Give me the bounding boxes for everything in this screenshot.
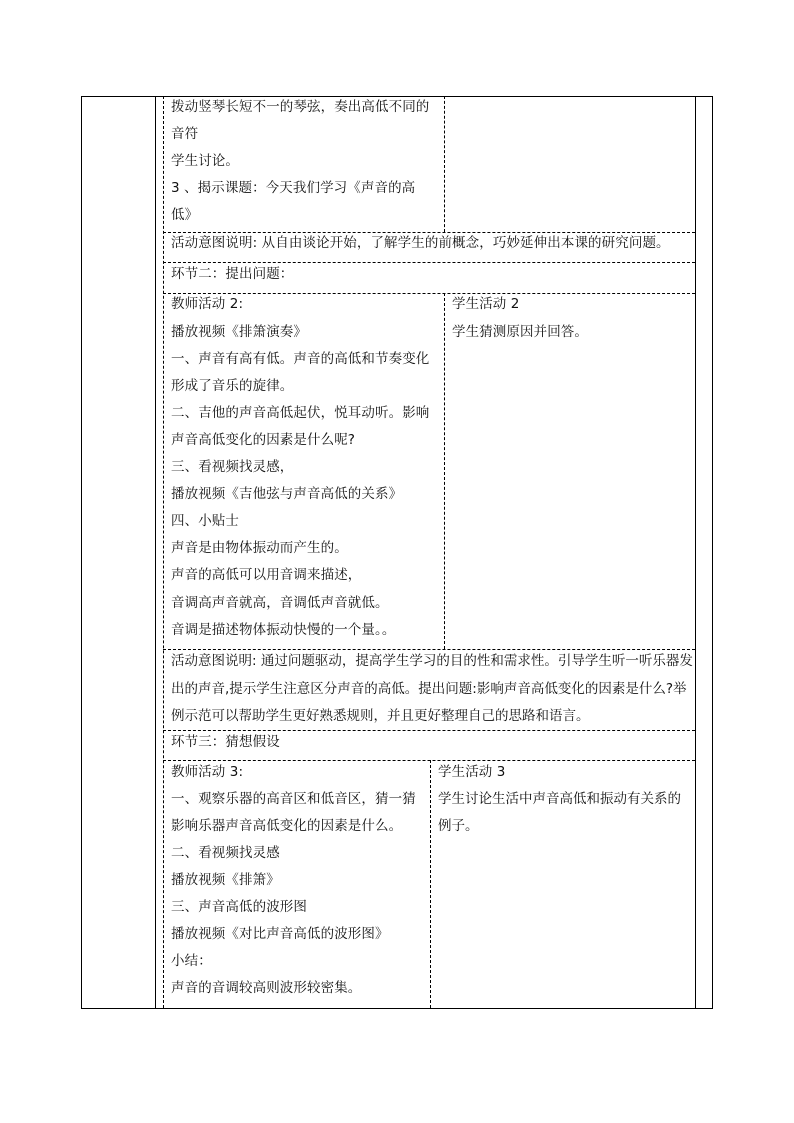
section2-teacher-line: 三、看视频找灵感， — [171, 459, 294, 475]
section3-teacher-line: 播放视频《对比声音高低的波形图》 — [171, 926, 389, 942]
section2-teacher-title: 教师活动 2: — [171, 296, 244, 312]
top-teacher-line: 3 、揭示课题：今天我们学习《声音的高 — [171, 180, 416, 196]
top-teacher-line: 学生讨论。 — [171, 153, 239, 169]
section3-student-text: 学生讨论生活中声音高低和振动有关系的例子。 — [438, 791, 681, 834]
section2-teacher-line: 播放视频《排箫演奏》 — [171, 324, 307, 340]
section3-teacher-line: 小结： — [171, 953, 212, 969]
section2-teacher-line: 播放视频《吉他弦与声音高低的关系》 — [171, 486, 403, 502]
section2-intent-text: 活动意图说明: 通过问题驱动，提高学生学习的目的性和需求性。引导学生听一听乐器发出的声音,提示学生注意区分声音的高低。提出问题:影响声音高低变化的因素是什么?举例示范可以帮助学生更好熟悉规则，并且更好整理自己的思路和语言。 — [171, 653, 693, 724]
section2-heading: 环节二：提出问题： — [171, 266, 294, 282]
section2-teacher-line: 音调高声音就高，音调低声音就低。 — [171, 595, 389, 611]
table-left-border — [81, 96, 82, 1008]
section3-teacher-line: 影响乐器声音高低变化的因素是什么。 — [171, 818, 403, 834]
section3-teacher-line: 一、观察乐器的高音区和低音区，猜一猜 — [171, 791, 416, 807]
section3-teacher-title: 教师活动 3: — [171, 764, 244, 780]
section3-heading: 环节三：猜想假设 — [171, 734, 280, 750]
section2-teacher-line: 声音是由物体振动而产生的。 — [171, 540, 348, 556]
section3-teacher-line: 二、看视频找灵感 — [171, 845, 280, 861]
top-teacher-line: 拨动竖琴长短不一的琴弦，奏出高低不同的 — [171, 99, 430, 115]
col-divider-top — [444, 96, 445, 232]
top-teacher-line: 低》 — [171, 207, 199, 223]
section3-teacher-line: 播放视频《排箫》 — [171, 872, 280, 888]
section2-teacher-line: 一、声音有高有低。声音的高低和节奏变化 — [171, 351, 430, 367]
section3-teacher-line: 三、声音高低的波形图 — [171, 899, 307, 915]
section2-teacher-line: 二、吉他的声音高低起伏，悦耳动听。影响 — [171, 405, 430, 421]
col-divider-section3 — [430, 760, 431, 1008]
section2-teacher-line: 音调是描述物体振动快慢的一个量。。 — [171, 622, 396, 638]
section2-teacher-line: 四、小贴士 — [171, 513, 239, 529]
section2-teacher-line: 声音的高低可以用音调来描述， — [171, 567, 362, 583]
section2-teacher-line: 声音高低变化的因素是什么呢? — [171, 432, 356, 448]
top-intent-text: 活动意图说明: 从自由谈论开始，了解学生的前概念，巧妙延伸出本课的研究问题。 — [171, 235, 670, 251]
section2-student-title: 学生活动 2 — [452, 296, 520, 312]
section3-student-title: 学生活动 3 — [438, 764, 506, 780]
col-divider-section2 — [444, 293, 445, 649]
table-left-column-divider — [155, 96, 156, 1008]
section3-teacher-line: 声音的音调较高则波形较密集。 — [171, 980, 362, 996]
top-teacher-line: 音符 — [171, 126, 199, 142]
inner-right-dashed-border — [695, 96, 696, 1008]
section2-student-text: 学生猜测原因并回答。 — [452, 324, 588, 340]
table-right-border — [712, 96, 713, 1008]
section2-teacher-line: 形成了音乐的旋律。 — [171, 378, 294, 394]
table-bottom-border — [81, 1008, 713, 1009]
